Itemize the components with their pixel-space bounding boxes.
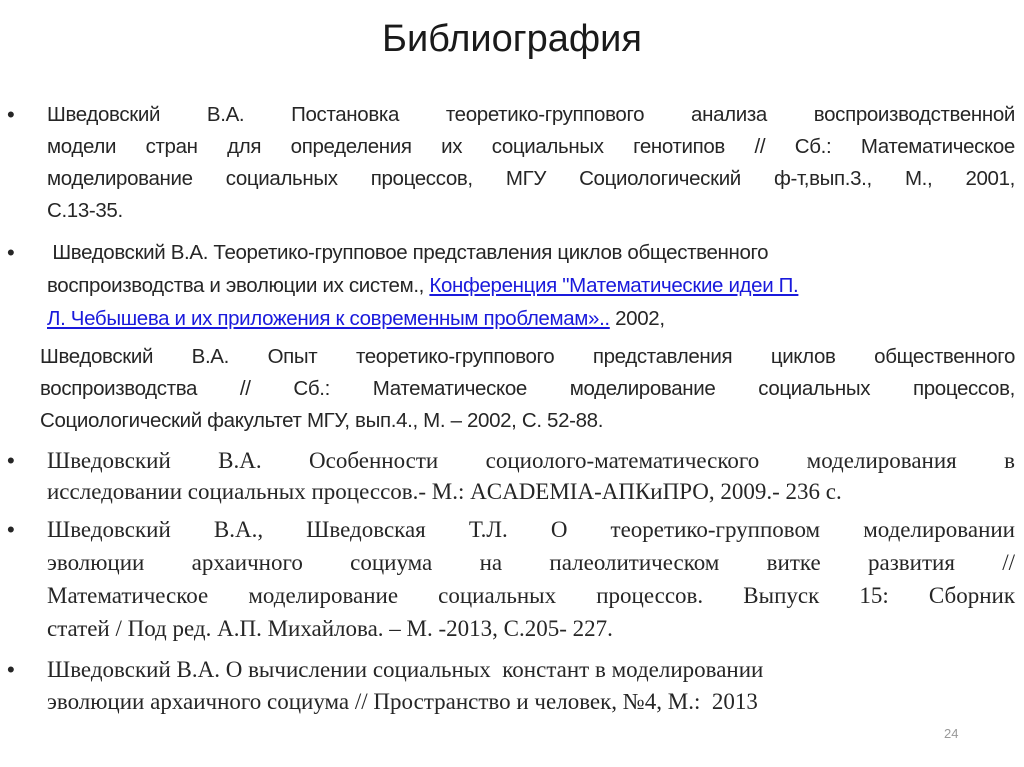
item-line: Социологический факультет МГУ, вып.4., М. – 2002, С. 52-88.: [40, 409, 604, 432]
bullet-icon: •: [7, 448, 15, 473]
slide-title: Библиография: [382, 18, 642, 60]
conference-link[interactable]: Конференция "Математические идеи П.: [429, 274, 799, 297]
item-line: Шведовский В.А. Особенности социолого-математического моделирования в: [47, 448, 1015, 473]
item-line: моделирование социальных процессов, МГУ Социологический ф-т,вып.3., М., 2001,: [47, 167, 1015, 190]
item-line: Шведовский В.А., Шведовская Т.Л. О теоретико-групповом моделировании: [47, 517, 1015, 542]
item-line: исследовании социальных процессов.- М.: ACADEMIA-АПКиПРО, 2009.- 236 с.: [47, 479, 842, 504]
conference-link-continued[interactable]: Л. Чебышева и их приложения к современным проблемам»..: [47, 307, 610, 330]
bibliography-item-2: [7, 236, 1015, 335]
item-line: модели стран для определения их социальных генотипов // Сб.: Математическое: [47, 135, 1015, 158]
item-line: эволюции архаичного социума на палеолитическом витке развития //: [47, 550, 1015, 575]
bullet-icon: •: [7, 102, 15, 127]
item-text: воспроизводства и эволюции их систем.,: [47, 274, 430, 297]
bullet-icon: •: [7, 657, 15, 682]
item-line: Математическое моделирование социальных процессов. Выпуск 15: Сборник: [47, 583, 1015, 608]
item-line: Шведовский В.А. Постановка теоретико-группового анализа воспроизводственной: [47, 103, 1015, 126]
bibliography-item-4: [7, 445, 1015, 507]
item-line: С.13-35.: [47, 199, 123, 222]
bibliography-item-5: [7, 513, 1015, 645]
bibliography-item-6: [7, 654, 1015, 718]
page-number: 24: [944, 726, 959, 741]
bibliography-item-1: [7, 99, 1015, 227]
item-line: Шведовский В.А. О вычислении социальных констант в моделировании: [47, 657, 764, 682]
bibliography-item-3: [40, 341, 1015, 437]
item-line: Шведовский В.А. Опыт теоретико-группового представления циклов общественного: [40, 345, 1015, 368]
bullet-icon: •: [7, 517, 15, 542]
item-line: Шведовский В.А. Теоретико-групповое представления циклов общественного: [47, 241, 769, 264]
item-text: 2002,: [609, 307, 665, 330]
item-line: воспроизводства // Сб.: Математическое моделирование социальных процессов,: [40, 377, 1015, 400]
item-line: статей / Под ред. А.П. Михайлова. – М. -2013, С.205- 227.: [47, 616, 613, 641]
bullet-icon: •: [7, 240, 15, 265]
item-line: эволюции архаичного социума // Пространство и человек, №4, М.: 2013: [47, 689, 758, 714]
